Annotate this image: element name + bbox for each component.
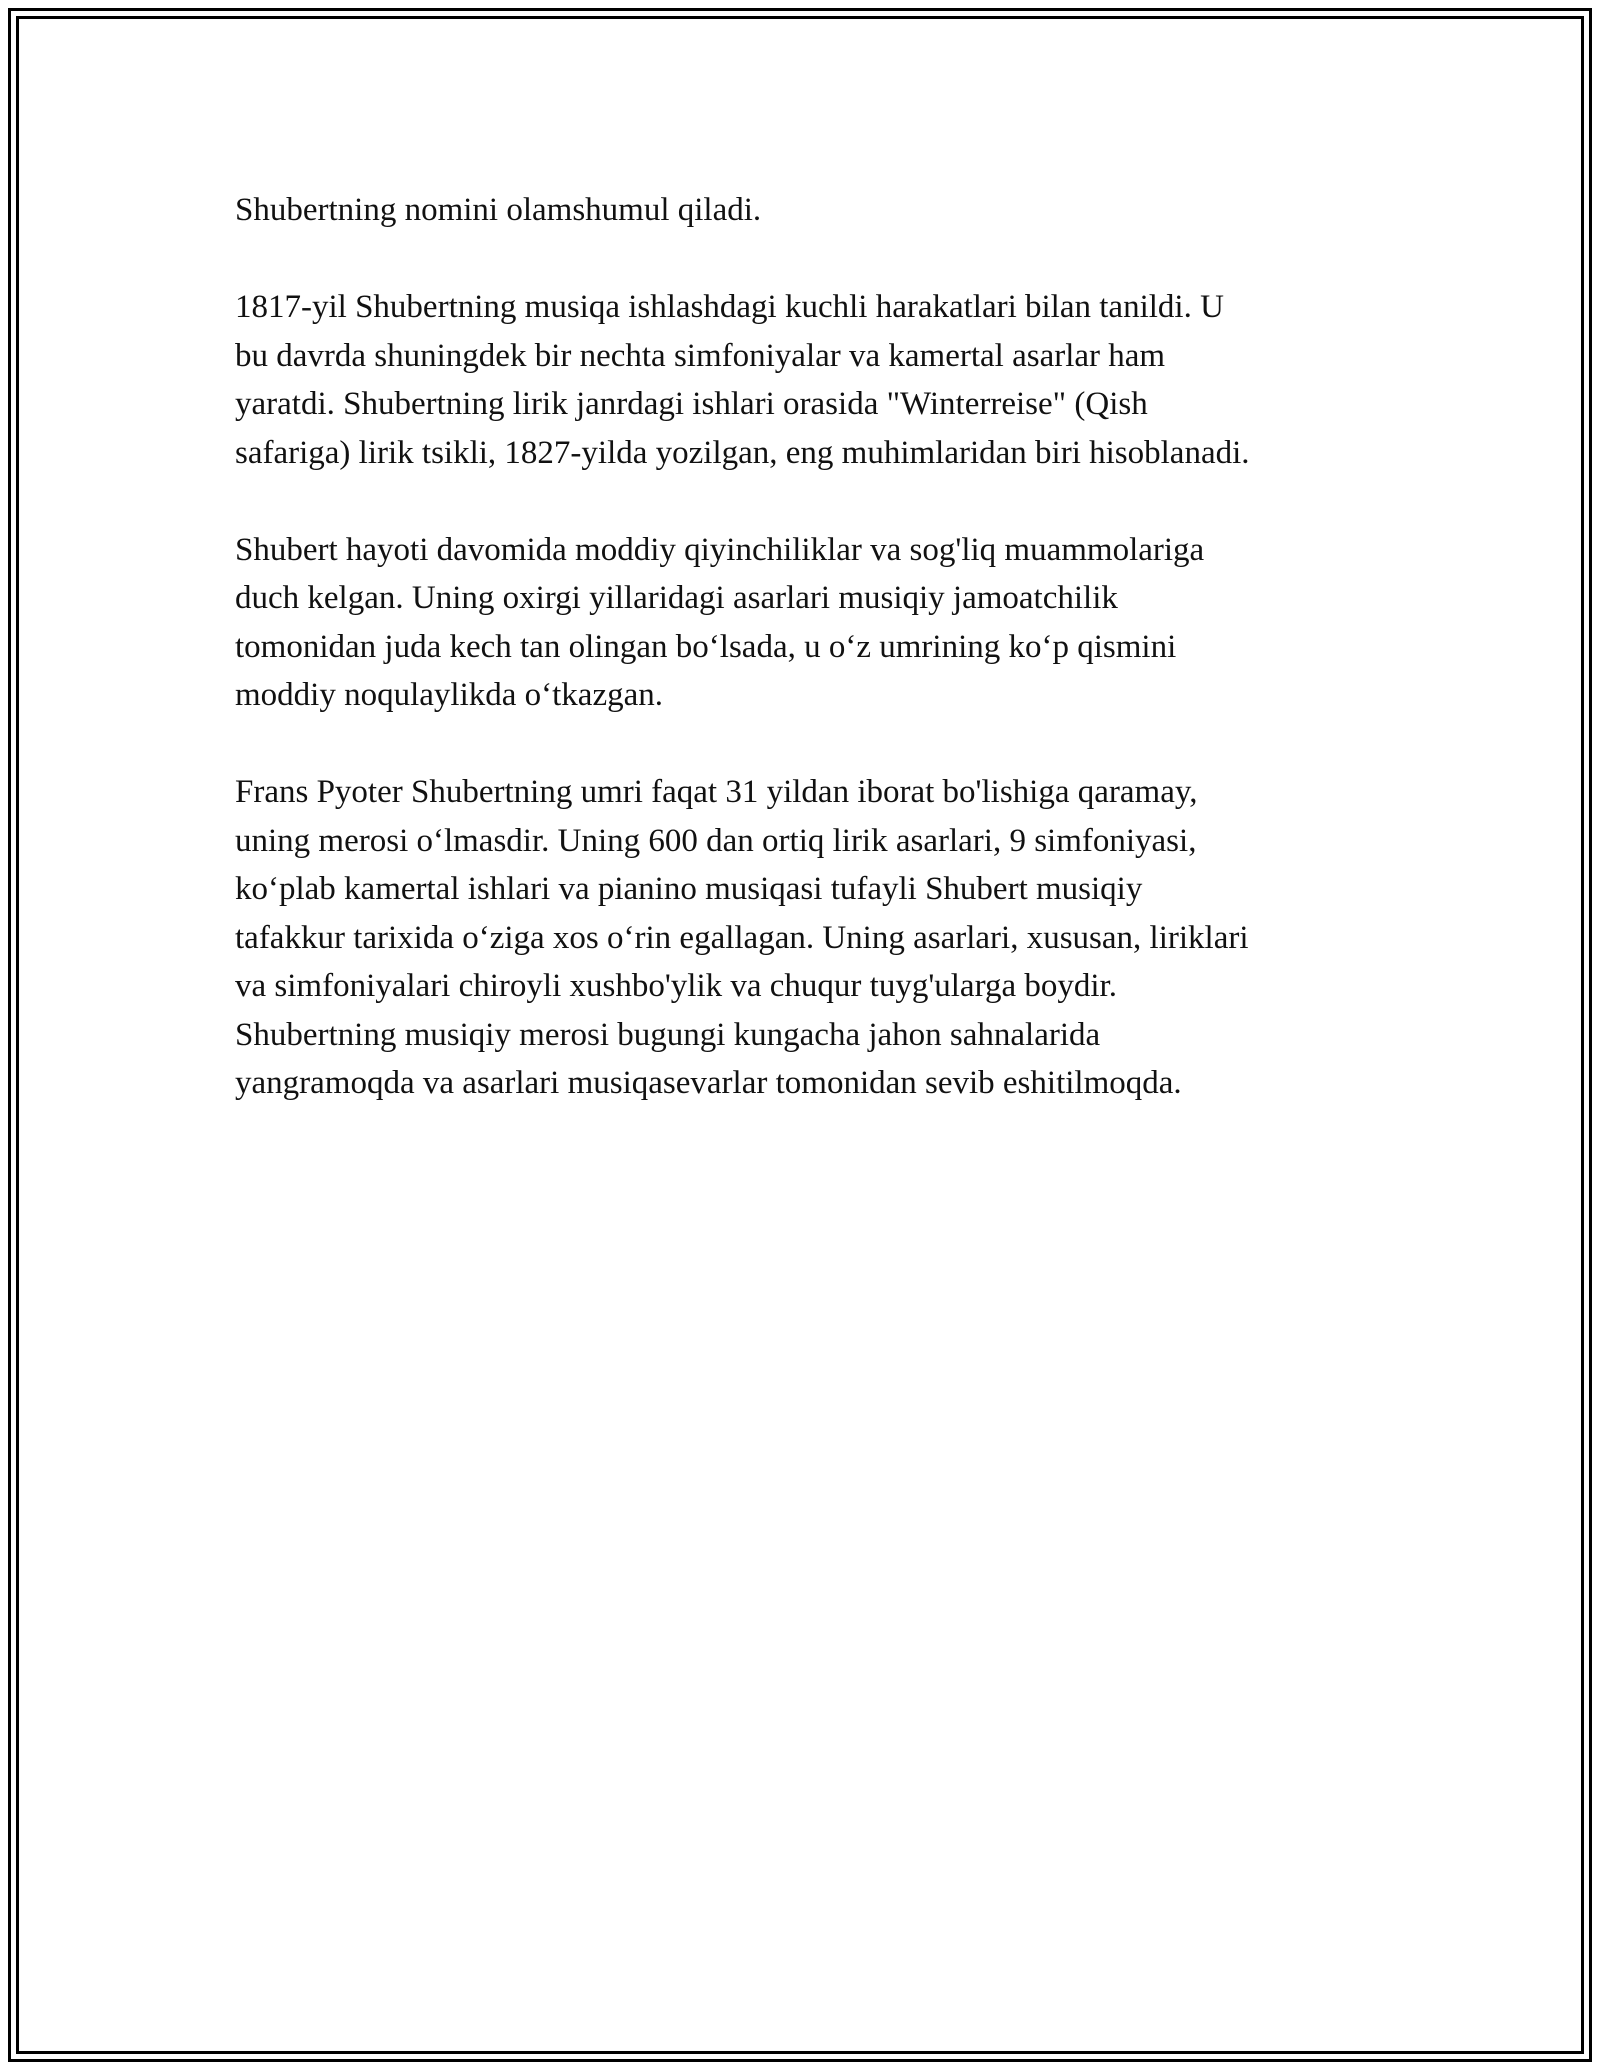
paragraph-intro: Shubertning nomini olamshumul qiladi. <box>235 192 762 228</box>
document-body <box>235 186 1370 1156</box>
paragraph-hardships: Shubert hayoti davomida moddiy qiyinchiliklar va sog'liq muammolariga duch kelgan. Uning oxirgi yillaridagi asarlari musiqiy jamoatchilik tomonidan juda kech tan olingan bo‘lsada, u o‘z umrining ko‘p qismini moddiy noqulaylikda o‘tkazgan. <box>235 531 1205 713</box>
paragraph-legacy: Frans Pyoter Shubertning umri faqat 31 yildan iborat bo'lishiga qaramay, uning merosi o‘lmasdir. Uning 600 dan ortiq lirik asarlari, 9 simfoniyasi, ko‘plab kamertal ishlari va pianino musiqasi tufayli Shubert musiqiy tafakkur tarixida o‘ziga xos o‘rin egallagan. Uning asarlari, xususan, liriklari va simfoniyalari chiroyli xushbo'ylik va chuqur tuyg'ularga boydir. Shubertning musiqiy merosi bugungi kungacha jahon sahnalarida yangramoqda va asarlari musiqasevarlar tomonidan sevib eshitilmoqda. <box>235 774 1249 1101</box>
paragraph-1817: 1817-yil Shubertning musiqa ishlashdagi kuchli harakatlari bilan tanildi. U bu davrda shuningdek bir nechta simfoniyalar va kamertal asarlar ham yaratdi. Shubertning lirik janrdagi ishlari orasida "Winterreise" (Qish safariga) lirik tsikli, 1827-yilda yozilgan, eng muhimlaridan biri hisoblanadi. <box>235 289 1250 471</box>
